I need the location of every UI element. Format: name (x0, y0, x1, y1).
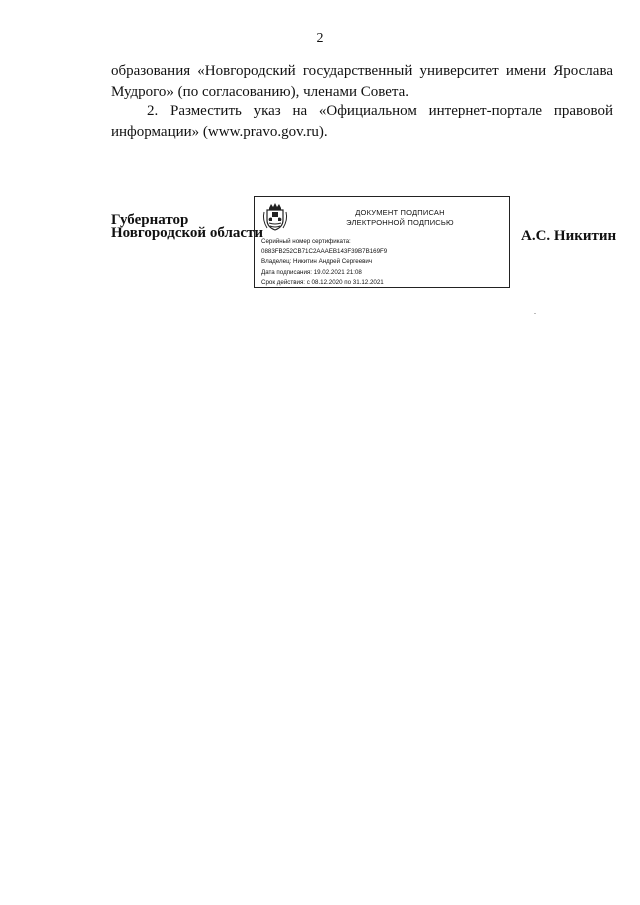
certificate-serial-value: 0883FB252CB71C2AAAEB143F39B7B169F9 (261, 248, 388, 256)
paragraph-council-members (111, 61, 613, 103)
paragraph-publication (111, 101, 613, 143)
signer-position-line: Губернатор (111, 212, 189, 228)
electronic-signature-stamp (254, 196, 510, 288)
stamp-title (295, 208, 505, 228)
paragraph-line: информации» (www.pravo.gov.ru). (111, 124, 328, 140)
stamp-title-line: ЭЛЕКТРОННОЙ ПОДПИСЬЮ (346, 218, 454, 227)
signer-name: А.С. Никитин (521, 228, 617, 244)
signing-date: Дата подписания: 19.02.2021 21:08 (261, 268, 362, 276)
signer-position-line: Новгородской области (111, 225, 264, 241)
stamp-details (261, 237, 387, 288)
certificate-owner: Владелец: Никитин Андрей Сергеевич (261, 258, 373, 266)
paragraph-line: образования «Новгородский государственный университет имени Ярослава (111, 63, 613, 79)
stamp-title-line: ДОКУМЕНТ ПОДПИСАН (355, 208, 445, 217)
paragraph-line-text: 2. Разместить указ на «Официальном интернет-портале правовой (147, 103, 613, 119)
certificate-validity: Срок действия: с 08.12.2020 по 31.12.2021 (261, 278, 384, 286)
scan-artifact (534, 313, 536, 314)
paragraph-line: Мудрого» (по согласованию), членами Совета. (111, 84, 410, 100)
novgorod-coat-of-arms-icon (261, 202, 289, 232)
signer-position (111, 214, 263, 240)
certificate-serial-label: Серийный номер сертификата: (261, 238, 351, 245)
paragraph-line (111, 101, 613, 122)
page-number: 2 (316, 31, 324, 46)
